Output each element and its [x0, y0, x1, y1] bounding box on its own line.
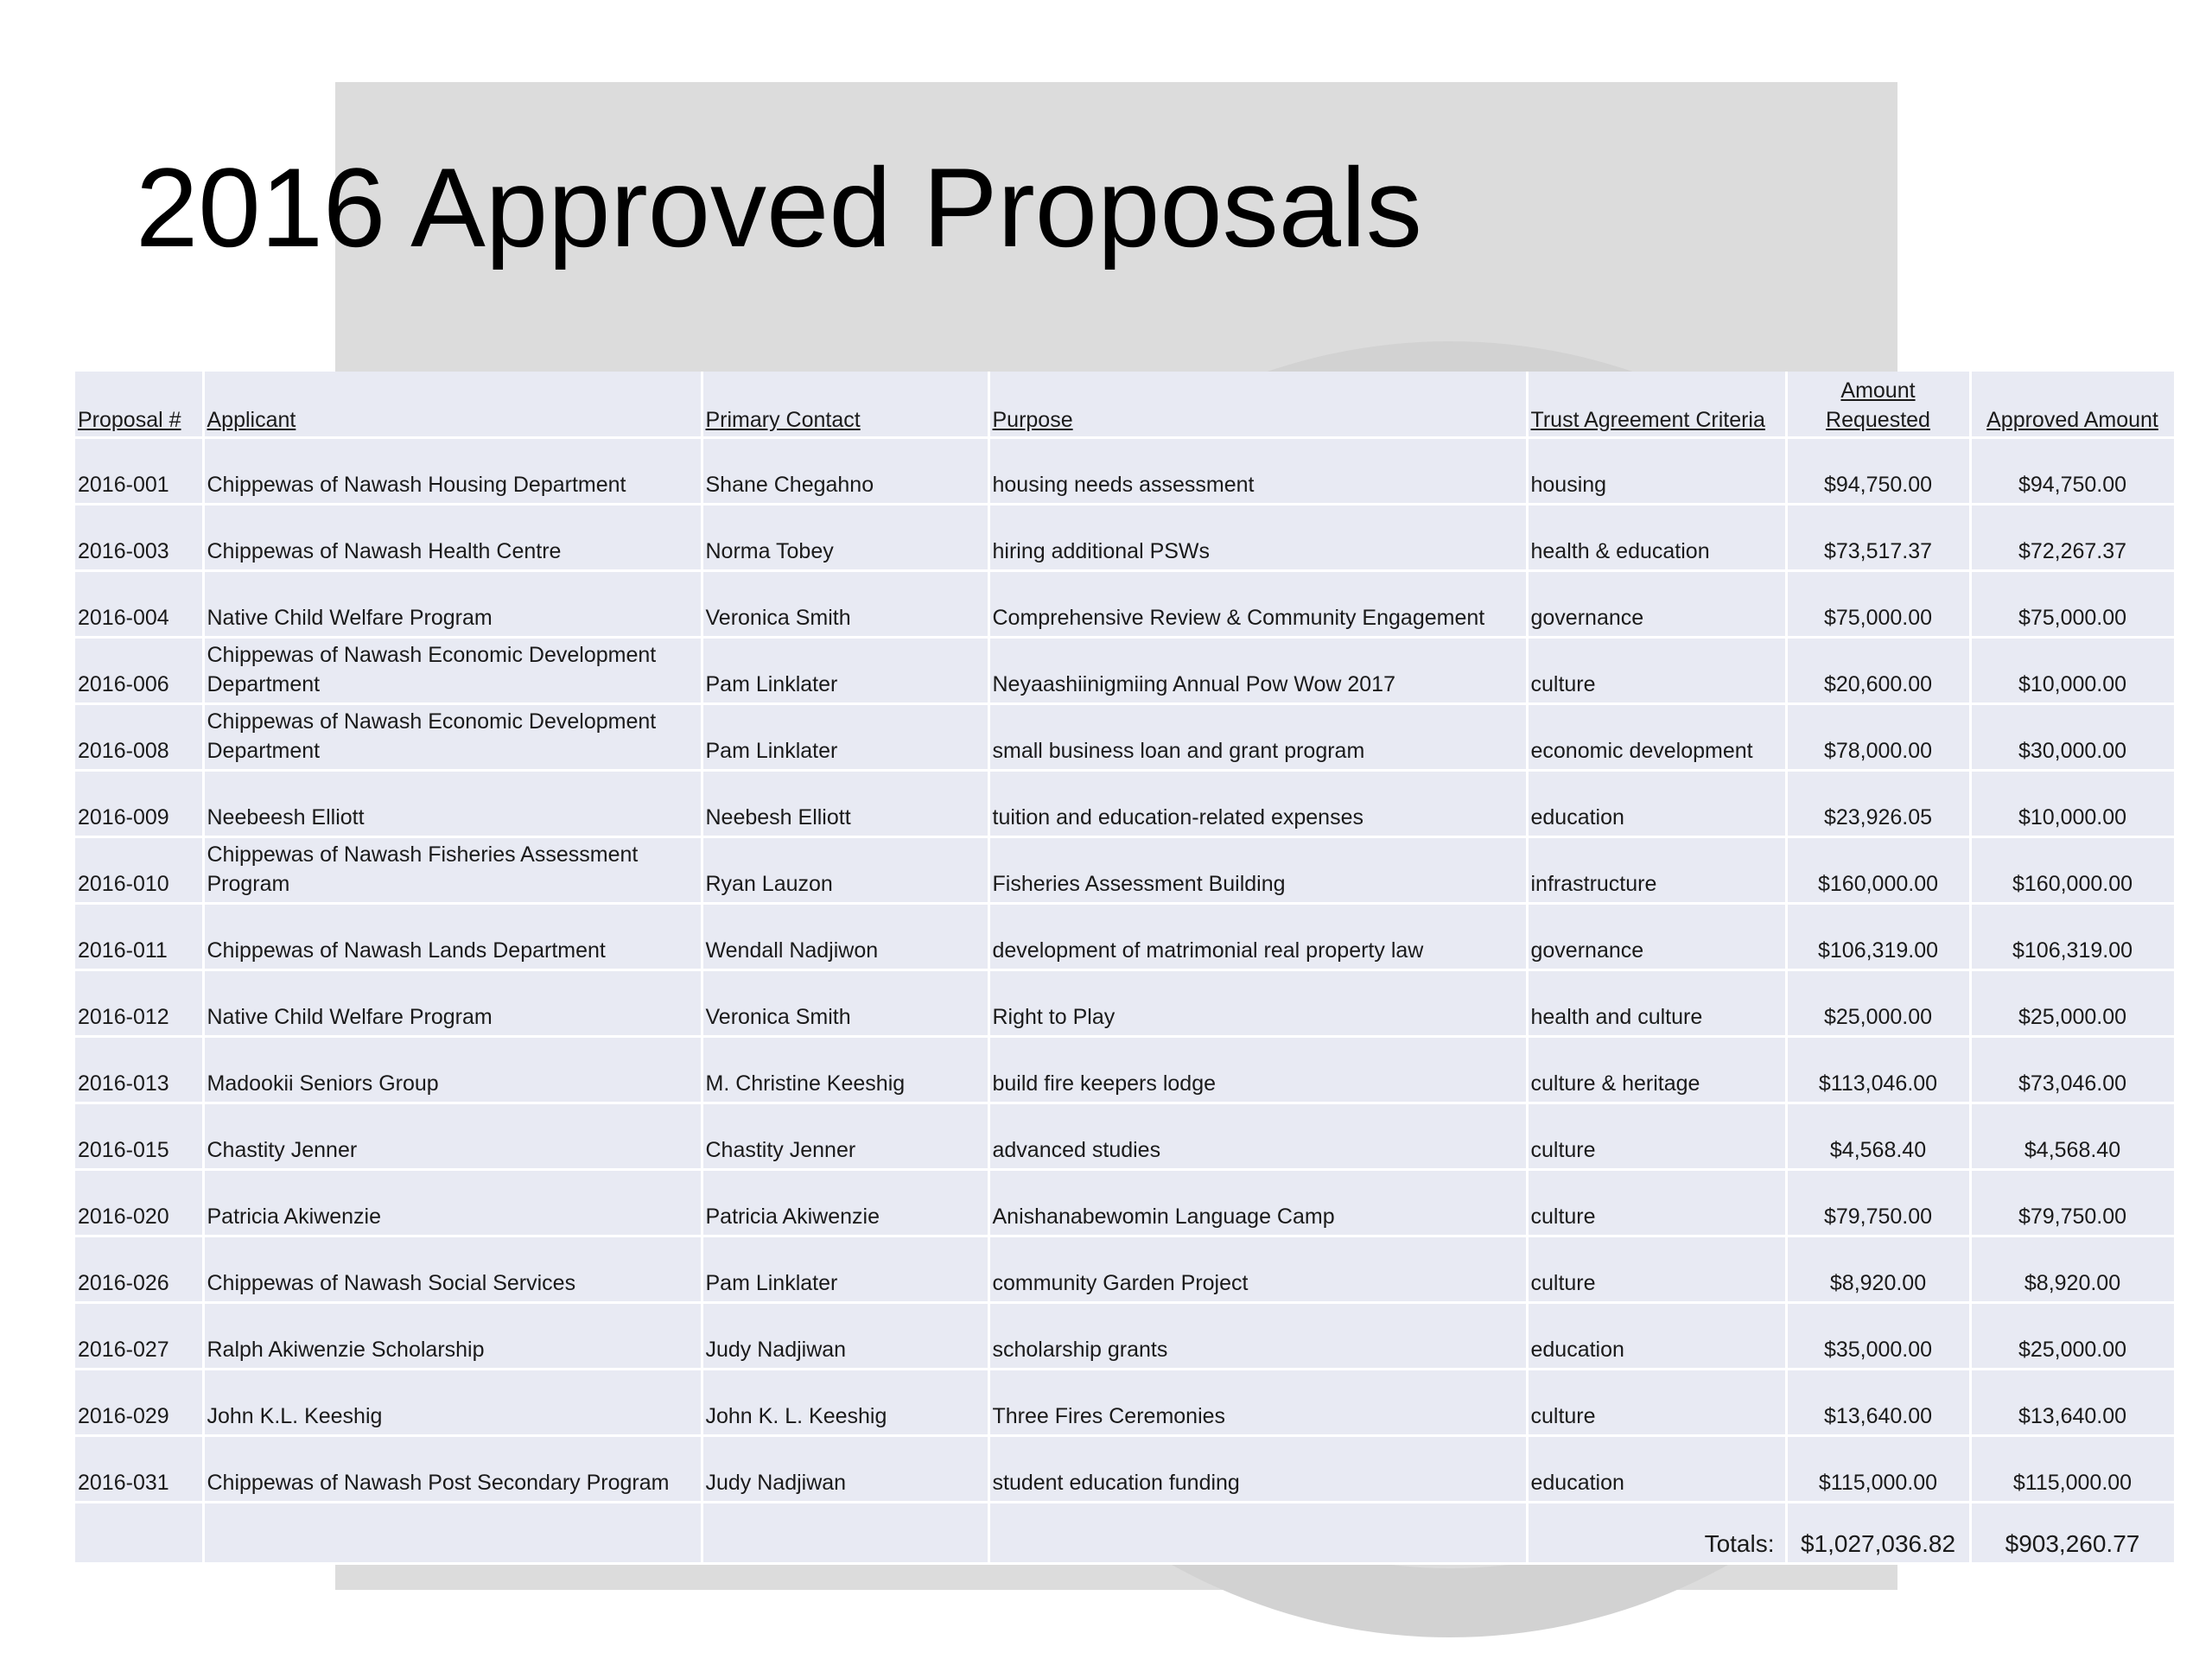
table-row [75, 837, 2175, 904]
cell-proposal: 2016-029 [75, 1370, 203, 1436]
cell-contact: Veronica Smith [702, 571, 988, 638]
table-body [75, 438, 2175, 1503]
cell-requested: $115,000.00 [1786, 1436, 1970, 1503]
cell-criteria: infrastructure [1527, 837, 1786, 904]
table-row [75, 438, 2175, 505]
cell-criteria: education [1527, 771, 1786, 837]
cell-approved: $8,920.00 [1970, 1236, 2175, 1303]
cell-criteria: governance [1527, 571, 1786, 638]
cell-criteria: culture & heritage [1527, 1037, 1786, 1103]
cell-contact: Ryan Lauzon [702, 837, 988, 904]
cell-purpose: hiring additional PSWs [988, 505, 1527, 571]
cell-approved: $30,000.00 [1970, 704, 2175, 771]
cell-applicant: Chippewas of Nawash Post Secondary Program [203, 1436, 702, 1503]
column-header-requested-line1: Amount [1840, 378, 1916, 403]
cell-applicant: Madookii Seniors Group [203, 1037, 702, 1103]
totals-requested: $1,027,036.82 [1786, 1503, 1970, 1564]
cell-approved: $115,000.00 [1970, 1436, 2175, 1503]
cell-proposal: 2016-031 [75, 1436, 203, 1503]
cell-applicant: Chippewas of Nawash Economic Development Department [203, 704, 702, 771]
cell-proposal: 2016-001 [75, 438, 203, 505]
cell-criteria: culture [1527, 1170, 1786, 1236]
cell-purpose: Fisheries Assessment Building [988, 837, 1527, 904]
cell-contact: Neebesh Elliott [702, 771, 988, 837]
cell-proposal: 2016-020 [75, 1170, 203, 1236]
cell-criteria: culture [1527, 638, 1786, 704]
totals-empty-cell [702, 1503, 988, 1564]
cell-purpose: Three Fires Ceremonies [988, 1370, 1527, 1436]
cell-requested: $13,640.00 [1786, 1370, 1970, 1436]
cell-criteria: culture [1527, 1103, 1786, 1170]
cell-approved: $94,750.00 [1970, 438, 2175, 505]
totals-empty-cell [75, 1503, 203, 1564]
cell-contact: John K. L. Keeshig [702, 1370, 988, 1436]
column-header-criteria: Trust Agreement Criteria [1527, 372, 1786, 438]
table-row [75, 1436, 2175, 1503]
cell-criteria: culture [1527, 1370, 1786, 1436]
cell-applicant: Neebeesh Elliott [203, 771, 702, 837]
cell-approved: $25,000.00 [1970, 1303, 2175, 1370]
cell-purpose: student education funding [988, 1436, 1527, 1503]
table-row [75, 970, 2175, 1037]
totals-label: Totals: [1527, 1503, 1786, 1564]
cell-criteria: economic development [1527, 704, 1786, 771]
table-row [75, 1037, 2175, 1103]
table-header-row [75, 372, 2175, 438]
cell-requested: $73,517.37 [1786, 505, 1970, 571]
cell-contact: Patricia Akiwenzie [702, 1170, 988, 1236]
cell-requested: $94,750.00 [1786, 438, 1970, 505]
column-header-applicant: Applicant [203, 372, 702, 438]
cell-approved: $72,267.37 [1970, 505, 2175, 571]
table-row [75, 1370, 2175, 1436]
cell-requested: $75,000.00 [1786, 571, 1970, 638]
table-row [75, 1236, 2175, 1303]
cell-proposal: 2016-006 [75, 638, 203, 704]
cell-approved: $106,319.00 [1970, 904, 2175, 970]
cell-applicant: Chippewas of Nawash Lands Department [203, 904, 702, 970]
cell-proposal: 2016-009 [75, 771, 203, 837]
cell-approved: $25,000.00 [1970, 970, 2175, 1037]
cell-approved: $73,046.00 [1970, 1037, 2175, 1103]
cell-applicant: Chippewas of Nawash Health Centre [203, 505, 702, 571]
table-row [75, 1170, 2175, 1236]
cell-purpose: build fire keepers lodge [988, 1037, 1527, 1103]
table-row [75, 771, 2175, 837]
cell-proposal: 2016-015 [75, 1103, 203, 1170]
cell-requested: $113,046.00 [1786, 1037, 1970, 1103]
column-header-approved: Approved Amount [1970, 372, 2175, 438]
cell-proposal: 2016-011 [75, 904, 203, 970]
table-row [75, 571, 2175, 638]
table-row [75, 638, 2175, 704]
cell-proposal: 2016-003 [75, 505, 203, 571]
cell-criteria: health and culture [1527, 970, 1786, 1037]
column-header-proposal: Proposal # [75, 372, 203, 438]
table-row [75, 704, 2175, 771]
cell-proposal: 2016-013 [75, 1037, 203, 1103]
proposals-table [75, 372, 2177, 1565]
cell-criteria: housing [1527, 438, 1786, 505]
cell-requested: $8,920.00 [1786, 1236, 1970, 1303]
cell-applicant: Ralph Akiwenzie Scholarship [203, 1303, 702, 1370]
cell-requested: $25,000.00 [1786, 970, 1970, 1037]
cell-purpose: Anishanabewomin Language Camp [988, 1170, 1527, 1236]
cell-contact: Norma Tobey [702, 505, 988, 571]
cell-requested: $35,000.00 [1786, 1303, 1970, 1370]
cell-contact: Shane Chegahno [702, 438, 988, 505]
cell-approved: $13,640.00 [1970, 1370, 2175, 1436]
cell-requested: $160,000.00 [1786, 837, 1970, 904]
cell-contact: Judy Nadjiwan [702, 1303, 988, 1370]
cell-requested: $23,926.05 [1786, 771, 1970, 837]
cell-purpose: tuition and education-related expenses [988, 771, 1527, 837]
cell-applicant: Chippewas of Nawash Fisheries Assessment Program [203, 837, 702, 904]
table-row [75, 904, 2175, 970]
column-header-contact: Primary Contact [702, 372, 988, 438]
cell-applicant: Chippewas of Nawash Economic Development Department [203, 638, 702, 704]
cell-approved: $10,000.00 [1970, 771, 2175, 837]
cell-purpose: Comprehensive Review & Community Engagement [988, 571, 1527, 638]
cell-purpose: Neyaashiinigmiing Annual Pow Wow 2017 [988, 638, 1527, 704]
cell-requested: $20,600.00 [1786, 638, 1970, 704]
cell-contact: Wendall Nadjiwon [702, 904, 988, 970]
cell-approved: $10,000.00 [1970, 638, 2175, 704]
cell-applicant: Native Child Welfare Program [203, 571, 702, 638]
cell-proposal: 2016-004 [75, 571, 203, 638]
cell-criteria: culture [1527, 1236, 1786, 1303]
cell-requested: $79,750.00 [1786, 1170, 1970, 1236]
cell-applicant: Chastity Jenner [203, 1103, 702, 1170]
cell-criteria: education [1527, 1436, 1786, 1503]
cell-contact: Judy Nadjiwan [702, 1436, 988, 1503]
cell-contact: Chastity Jenner [702, 1103, 988, 1170]
totals-approved: $903,260.77 [1970, 1503, 2175, 1564]
proposals-table-container [75, 372, 2175, 1565]
totals-row [75, 1503, 2175, 1564]
cell-approved: $75,000.00 [1970, 571, 2175, 638]
cell-purpose: community Garden Project [988, 1236, 1527, 1303]
cell-applicant: Chippewas of Nawash Housing Department [203, 438, 702, 505]
cell-purpose: development of matrimonial real property law [988, 904, 1527, 970]
cell-proposal: 2016-012 [75, 970, 203, 1037]
column-header-requested [1786, 372, 1970, 438]
totals-empty-cell [203, 1503, 702, 1564]
cell-approved: $4,568.40 [1970, 1103, 2175, 1170]
cell-proposal: 2016-027 [75, 1303, 203, 1370]
cell-contact: Pam Linklater [702, 638, 988, 704]
cell-purpose: housing needs assessment [988, 438, 1527, 505]
cell-criteria: health & education [1527, 505, 1786, 571]
cell-applicant: Chippewas of Nawash Social Services [203, 1236, 702, 1303]
page-title: 2016 Approved Proposals [136, 144, 1422, 270]
totals-empty-cell [988, 1503, 1527, 1564]
cell-purpose: advanced studies [988, 1103, 1527, 1170]
cell-purpose: scholarship grants [988, 1303, 1527, 1370]
cell-approved: $160,000.00 [1970, 837, 2175, 904]
cell-proposal: 2016-010 [75, 837, 203, 904]
cell-proposal: 2016-026 [75, 1236, 203, 1303]
table-row [75, 1303, 2175, 1370]
cell-criteria: governance [1527, 904, 1786, 970]
cell-applicant: Native Child Welfare Program [203, 970, 702, 1037]
cell-contact: Veronica Smith [702, 970, 988, 1037]
cell-purpose: Right to Play [988, 970, 1527, 1037]
cell-contact: Pam Linklater [702, 1236, 988, 1303]
cell-requested: $4,568.40 [1786, 1103, 1970, 1170]
table-row [75, 505, 2175, 571]
cell-applicant: John K.L. Keeshig [203, 1370, 702, 1436]
cell-proposal: 2016-008 [75, 704, 203, 771]
table-row [75, 1103, 2175, 1170]
column-header-requested-line2: Requested [1826, 408, 1930, 432]
cell-approved: $79,750.00 [1970, 1170, 2175, 1236]
cell-applicant: Patricia Akiwenzie [203, 1170, 702, 1236]
column-header-purpose: Purpose [988, 372, 1527, 438]
cell-contact: Pam Linklater [702, 704, 988, 771]
cell-requested: $106,319.00 [1786, 904, 1970, 970]
cell-requested: $78,000.00 [1786, 704, 1970, 771]
cell-criteria: education [1527, 1303, 1786, 1370]
cell-purpose: small business loan and grant program [988, 704, 1527, 771]
cell-contact: M. Christine Keeshig [702, 1037, 988, 1103]
